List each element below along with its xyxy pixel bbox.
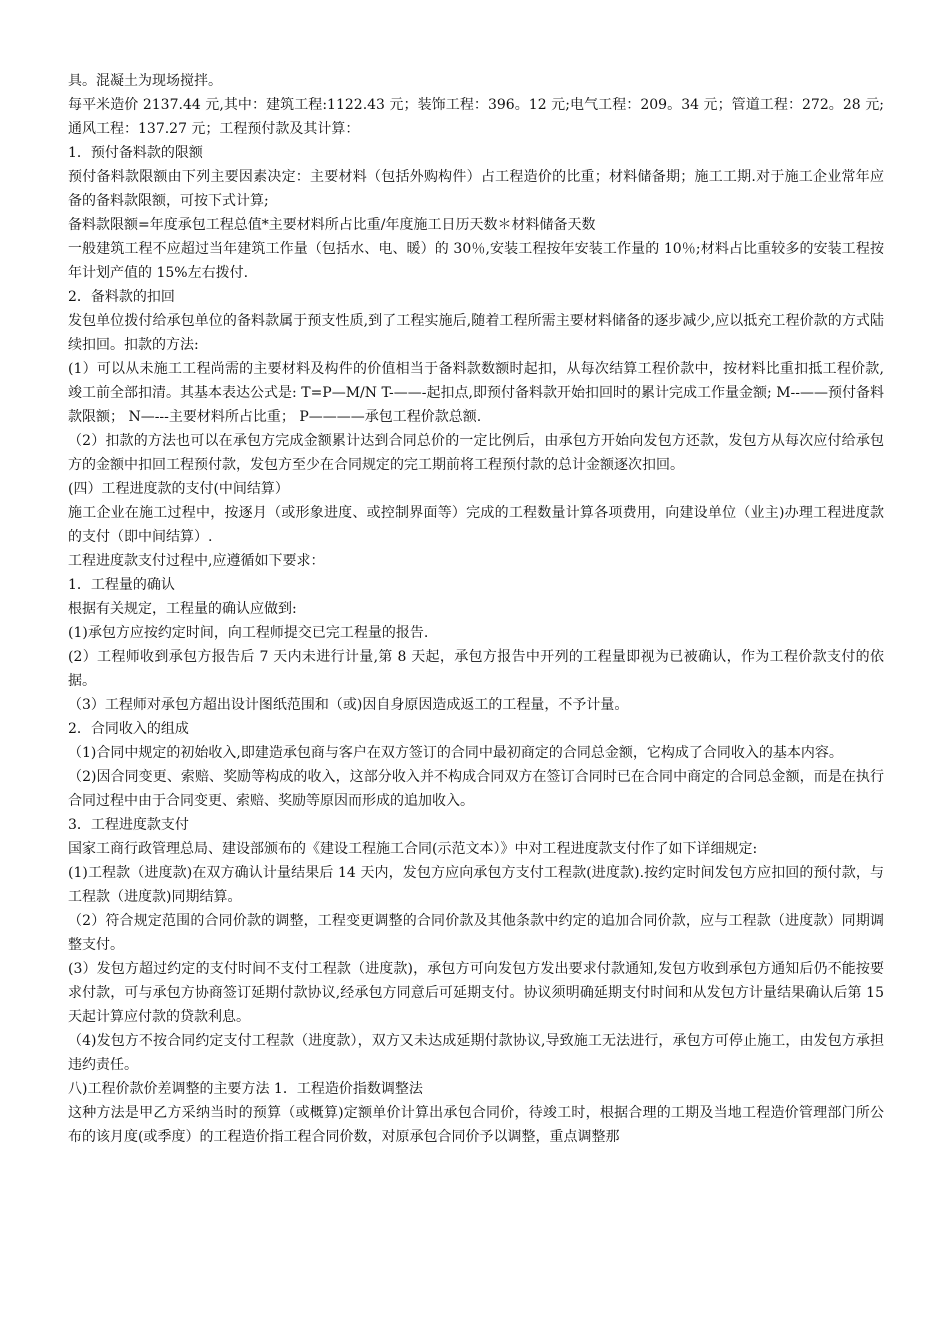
paragraph: （3）工程师对承包方超出设计图纸范围和（或)因自身原因造成返工的工程量，不予计量。 bbox=[68, 697, 629, 713]
paragraph: (四）工程进度款的支付(中间结算） bbox=[68, 481, 289, 497]
paragraph: （2）扣款的方法也可以在承包方完成金额累计达到合同总价的一定比例后，由承包方开始向发包方还款，发包方从每次应付给承包方的金额中扣回工程预付款，发包方至少在合同规定的完工期前将工程预付款的总计金额逐次扣回。 bbox=[68, 433, 884, 473]
paragraph: 备料款限额=年度承包工程总值*主要材料所占比重/年度施工日历天数＊材料储备天数 bbox=[68, 217, 596, 233]
paragraph: （1)合同中规定的初始收入,即建造承包商与客户在双方签订的合同中最初商定的合同总金额，它构成了合同收入的基本内容。 bbox=[68, 745, 843, 761]
paragraph: 2．备料款的扣回 bbox=[68, 289, 175, 305]
paragraph: (3）发包方超过约定的支付时间不支付工程款（进度款)，承包方可向发包方发出要求付款通知,发包方收到承包方通知后仍不能按要求付款，可与承包方协商签订延期付款协议,经承包方同意后可延期支付。协议须明确延期支付时间和从发包方计量结果确认后第 15 天起计算应付款的贷款利息。 bbox=[68, 961, 884, 1025]
document-body bbox=[68, 69, 884, 1149]
paragraph: (1)工程款（进度款)在双方确认计量结果后 14 天内，发包方应向承包方支付工程款(进度款).按约定时间发包方应扣回的预付款，与工程款（进度款)同期结算。 bbox=[68, 865, 884, 905]
paragraph: 施工企业在施工过程中，按逐月（或形象进度、或控制界面等）完成的工程数量计算各项费用，向建设单位（业主)办理工程进度款的支付（即中间结算）. bbox=[68, 505, 884, 545]
paragraph: 发包单位拨付给承包单位的备料款属于预支性质,到了工程实施后,随着工程所需主要材料储备的逐步减少,应以抵充工程价款的方式陆续扣回。扣款的方法: bbox=[68, 313, 884, 353]
paragraph: 每平米造价 2137.44 元,其中：建筑工程:1122.43 元；装饰工程：396。12 元;电气工程：209。34 元；管道工程：272。28 元;通风工程：137.27 元；工程预付款及其计算： bbox=[68, 97, 884, 137]
paragraph: 国家工商行政管理总局、建设部颁布的《建设工程施工合同(示范文本）》中对工程进度款支付作了如下详细规定: bbox=[68, 841, 758, 857]
paragraph: 这种方法是甲乙方采纳当时的预算（或概算)定额单价计算出承包合同价，待竣工时，根据合理的工期及当地工程造价管理部门所公布的该月度(或季度）的工程造价指工程合同价数，对原承包合同价予以调整，重点调整那 bbox=[68, 1105, 884, 1145]
paragraph: 2．合同收入的组成 bbox=[68, 721, 189, 737]
paragraph: （4)发包方不按合同约定支付工程款（进度款），双方又未达成延期付款协议,导致施工无法进行，承包方可停止施工，由发包方承担违约责任。 bbox=[68, 1033, 884, 1073]
paragraph: 根据有关规定，工程量的确认应做到: bbox=[68, 601, 297, 617]
paragraph: 预付备料款限额由下列主要因素决定：主要材料（包括外购构件）占工程造价的比重；材料储备期；施工工期.对于施工企业常年应备的备料款限额，可按下式计算; bbox=[68, 169, 884, 209]
paragraph: (1)承包方应按约定时间，向工程师提交已完工程量的报告. bbox=[68, 625, 429, 641]
paragraph: （2)因合同变更、索赔、奖励等构成的收入，这部分收入并不构成合同双方在签订合同时已在合同中商定的合同总金额，而是在执行合同过程中由于合同变更、索赔、奖励等原因而形成的追加收入。 bbox=[68, 769, 884, 809]
paragraph: (2）工程师收到承包方报告后 7 天内未进行计量,第 8 天起，承包方报告中开列的工程量即视为已被确认，作为工程价款支付的依据。 bbox=[68, 649, 884, 689]
paragraph: 1．工程量的确认 bbox=[68, 577, 175, 593]
paragraph: （2）符合规定范围的合同价款的调整，工程变更调整的合同价款及其他条款中约定的追加合同价款，应与工程款（进度款）同期调整支付。 bbox=[68, 913, 884, 953]
paragraph: 1．预付备料款的限额 bbox=[68, 145, 203, 161]
paragraph: 一般建筑工程不应超过当年建筑工作量（包括水、电、暖）的 30％,安装工程按年安装工作量的 10％;材料占比重较多的安装工程按年计划产值的 15%左右拨付. bbox=[68, 241, 884, 281]
paragraph: 3．工程进度款支付 bbox=[68, 817, 189, 833]
paragraph: 具。混凝土为现场搅拌。 bbox=[68, 73, 222, 89]
paragraph: 工程进度款支付过程中,应遵循如下要求： bbox=[68, 553, 325, 569]
paragraph: 八)工程价款价差调整的主要方法 1．工程造价指数调整法 bbox=[68, 1081, 423, 1097]
paragraph: (1）可以从未施工工程尚需的主要材料及构件的价值相当于备料款数额时起扣，从每次结算工程价款中，按材料比重扣抵工程价款,竣工前全部扣清。其基本表达公式是: T=P—M/N T-——-起扣点,即预付备料款开始扣回时的累计完成工作量金额; M--——预付备料款限额； N—---主要材料所占比重； P————承包工程价款总额. bbox=[68, 361, 884, 425]
